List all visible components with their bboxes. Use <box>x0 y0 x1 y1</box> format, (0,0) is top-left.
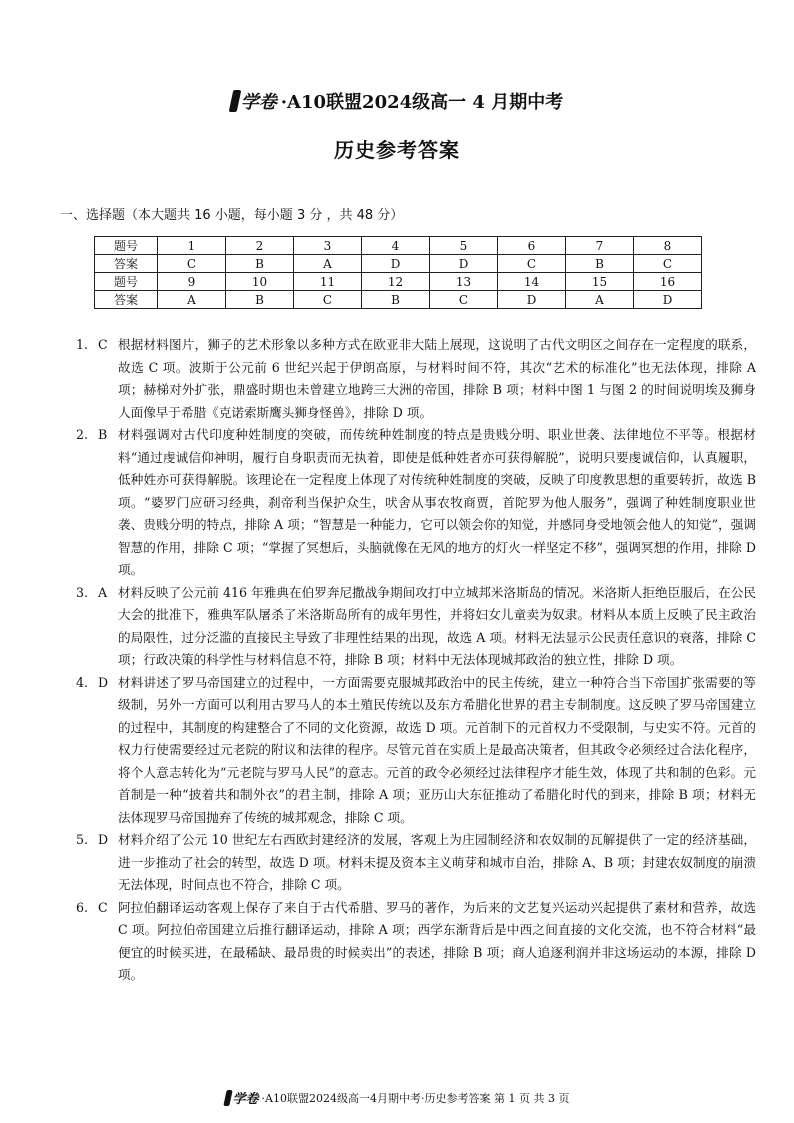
item-text: 材料介绍了公元 10 世纪左右西欧封建经济的发展，客观上为庄园制经济和农奴制的瓦解提供了一定的经济基础，进一步推动了社会的转型，故选 D 项。材料未提及资本主义萌芽和城市自治，排除 A、B 项；封建农奴制度的崩溃无法体现，时间点也不符合，排除 C 项。 <box>118 832 756 892</box>
list-item <box>76 424 756 582</box>
explanation-list <box>76 334 756 987</box>
answer-table <box>94 236 702 309</box>
logo-mark-icon <box>223 1090 232 1106</box>
table-cell: 8 <box>634 237 702 255</box>
table-cell: D <box>634 291 702 309</box>
table-cell: D <box>430 255 498 273</box>
table-cell: C <box>634 255 702 273</box>
footer-brand: 学卷 <box>232 1092 259 1107</box>
table-cell: C <box>498 255 566 273</box>
table-cell: 4 <box>362 237 430 255</box>
table-cell: C <box>430 291 498 309</box>
item-key: A <box>98 584 108 600</box>
table-cell: B <box>226 291 294 309</box>
table-row <box>95 273 702 291</box>
item-text: 材料反映了公元前 416 年雅典在伯罗奔尼撒战争期间攻打中立城邦米洛斯岛的情况。米洛斯人拒绝臣服后，在公民大会的批准下，雅典军队屠杀了米洛斯岛所有的成年男性，并将妇女儿童卖为奴隶。材料从本质上反映了民主政治的局限性，过分泛滥的直接民主导致了非理性结果的出现，故选 A 项。材料无法显示公民责任意识的衰落，排除 C 项；行政决策的科学性与材料信息不符，排除 B 项；材料中无法体现城邦政治的独立性，排除 D 项。 <box>118 584 756 667</box>
list-item <box>76 582 756 672</box>
document-subtitle: 历史参考答案 <box>334 138 460 162</box>
table-cell: 11 <box>294 273 362 291</box>
table-cell: 14 <box>498 273 566 291</box>
item-key: D <box>98 832 109 847</box>
table-cell: 12 <box>362 273 430 291</box>
brand-logo <box>231 88 277 114</box>
table-row <box>95 291 702 309</box>
list-item <box>76 897 756 987</box>
item-key: C <box>98 899 108 915</box>
table-cell: 5 <box>430 237 498 255</box>
list-item <box>76 672 756 830</box>
item-text: 材料强调对古代印度种姓制度的突破，而传统种姓制度的特点是贵贱分明、职业世袭、法律地位不平等。根据材料“通过虔诚信仰神明，履行自身职责而无执着，即使是低种姓者亦可获得解脱”，说明只要虔诚信仰，认真履职，低种姓亦可获得解脱。该理论在一定程度上体现了对传统种姓制度的突破，反映了印度教思想的重要转折，故选 B 项。“婆罗门应研习经典，刹帝利当保护众生，吠舍从事农牧商贾，首陀罗为他人服务”，强调了种姓制度职业世袭、贵贱分明的特点，排除 A 项；“智慧是一种能力，它可以领会你的知觉，并感同身受地领会他人的知觉”，强调智慧的作用，排除 C 项；“掌握了冥想后，头脑就像在无风的地方的灯火一样坚定不移”，强调冥想的作用，排除 D 项。 <box>118 427 756 577</box>
table-cell: 10 <box>226 273 294 291</box>
footer-text: ·A10联盟2024级高一4月期中考·历史参考答案 第 1 页 共 3 页 <box>261 1091 570 1105</box>
list-item <box>76 334 756 424</box>
item-key: B <box>98 427 108 442</box>
row-header: 题号 <box>95 273 158 291</box>
table-cell: 1 <box>158 237 226 255</box>
item-num: 1. <box>76 337 89 352</box>
table-row <box>95 255 702 273</box>
item-key: C <box>98 337 108 352</box>
item-num: 5. <box>76 832 89 847</box>
item-num: 2. <box>76 427 89 442</box>
table-cell: C <box>158 255 226 273</box>
section-title: 一、选择题（本大题共 16 小题，每小题 3 分 ，共 48 分） <box>60 208 404 223</box>
table-cell: D <box>498 291 566 309</box>
brand-name: 学卷 <box>240 92 277 113</box>
item-num: 3. <box>76 584 89 600</box>
item-text: 材料讲述了罗马帝国建立的过程中，一方面需要克服城邦政治中的民主传统，建立一种符合当下帝国扩张需要的等级制，另外一方面可以利用古罗马人的本土殖民传统以及东方希腊化世界的君主专制制度。这反映了罗马帝国建立的过程中，其制度的构建整合了不同的文化资源，故选 D 项。元首制下的元首权力不受限制，与史实不符。元首的权力行使需要经过元老院的附议和法律的程序。尽管元首在实质上是最高决策者，但其政令必须经过合法化程序，将个人意志转化为“元老院与罗马人民”的意志。元首的政令必须经过法律程序才能生效，体现了共和制的色彩。元首制是一种“披着共和制外衣”的君主制，排除 A 项；亚历山大东征推动了希腊化时代的到来，排除 B 项；材料无法体现罗马帝国抛弃了传统的城邦观念，排除 C 项。 <box>118 674 756 825</box>
table-cell: D <box>362 255 430 273</box>
table-cell: B <box>566 255 634 273</box>
title-row <box>0 88 794 114</box>
table-cell: 6 <box>498 237 566 255</box>
table-cell: 15 <box>566 273 634 291</box>
list-item <box>76 829 756 897</box>
logo-mark-icon <box>228 90 241 112</box>
item-num: 6. <box>76 899 89 915</box>
table-cell: B <box>226 255 294 273</box>
table-cell: 16 <box>634 273 702 291</box>
table-cell: A <box>158 291 226 309</box>
table-cell: A <box>294 255 362 273</box>
row-header: 答案 <box>95 255 158 273</box>
table-cell: 2 <box>226 237 294 255</box>
table-cell: 7 <box>566 237 634 255</box>
item-num: 4. <box>76 674 89 690</box>
row-header: 答案 <box>95 291 158 309</box>
exam-title: ·A10联盟2024级高一 4 月期中考 <box>280 92 564 113</box>
table-cell: 9 <box>158 273 226 291</box>
table-cell: 13 <box>430 273 498 291</box>
row-header: 题号 <box>95 237 158 255</box>
page-footer <box>0 1088 794 1107</box>
table-row <box>95 237 702 255</box>
item-key: D <box>98 674 109 690</box>
table-cell: B <box>362 291 430 309</box>
footer-logo <box>225 1088 259 1107</box>
table-cell: A <box>566 291 634 309</box>
item-text: 阿拉伯翻译运动客观上保存了来自于古代希腊、罗马的著作，为后来的文艺复兴运动兴起提供了素材和营养，故选 C 项。阿拉伯帝国建立后推行翻译运动，排除 A 项；西学东渐背后是中西之间直接的文化交流，也不符合材料“最便宜的时候买进，在最稀缺、最昂贵的时候卖出”的表述，排除 B 项；商人追逐利润并非这场运动的本源，排除 D 项。 <box>118 899 756 982</box>
page-header <box>0 88 794 163</box>
table-cell: 3 <box>294 237 362 255</box>
table-cell: C <box>294 291 362 309</box>
item-text: 根据材料图片，狮子的艺术形象以多种方式在欧亚非大陆上展现，这说明了古代文明区之间存在一定程度的联系，故选 C 项。波斯于公元前 6 世纪兴起于伊朗高原，与材料时间不符，其次“艺术的标准化”也无法体现，排除 A 项；赫梯对外扩张，鼎盛时期也未曾建立地跨三大洲的帝国，排除 B 项；材料中图 1 与图 2 的时间说明埃及狮身人面像早于希腊《克诺索斯鹰头狮身怪兽》，排除 D 项。 <box>118 337 756 420</box>
